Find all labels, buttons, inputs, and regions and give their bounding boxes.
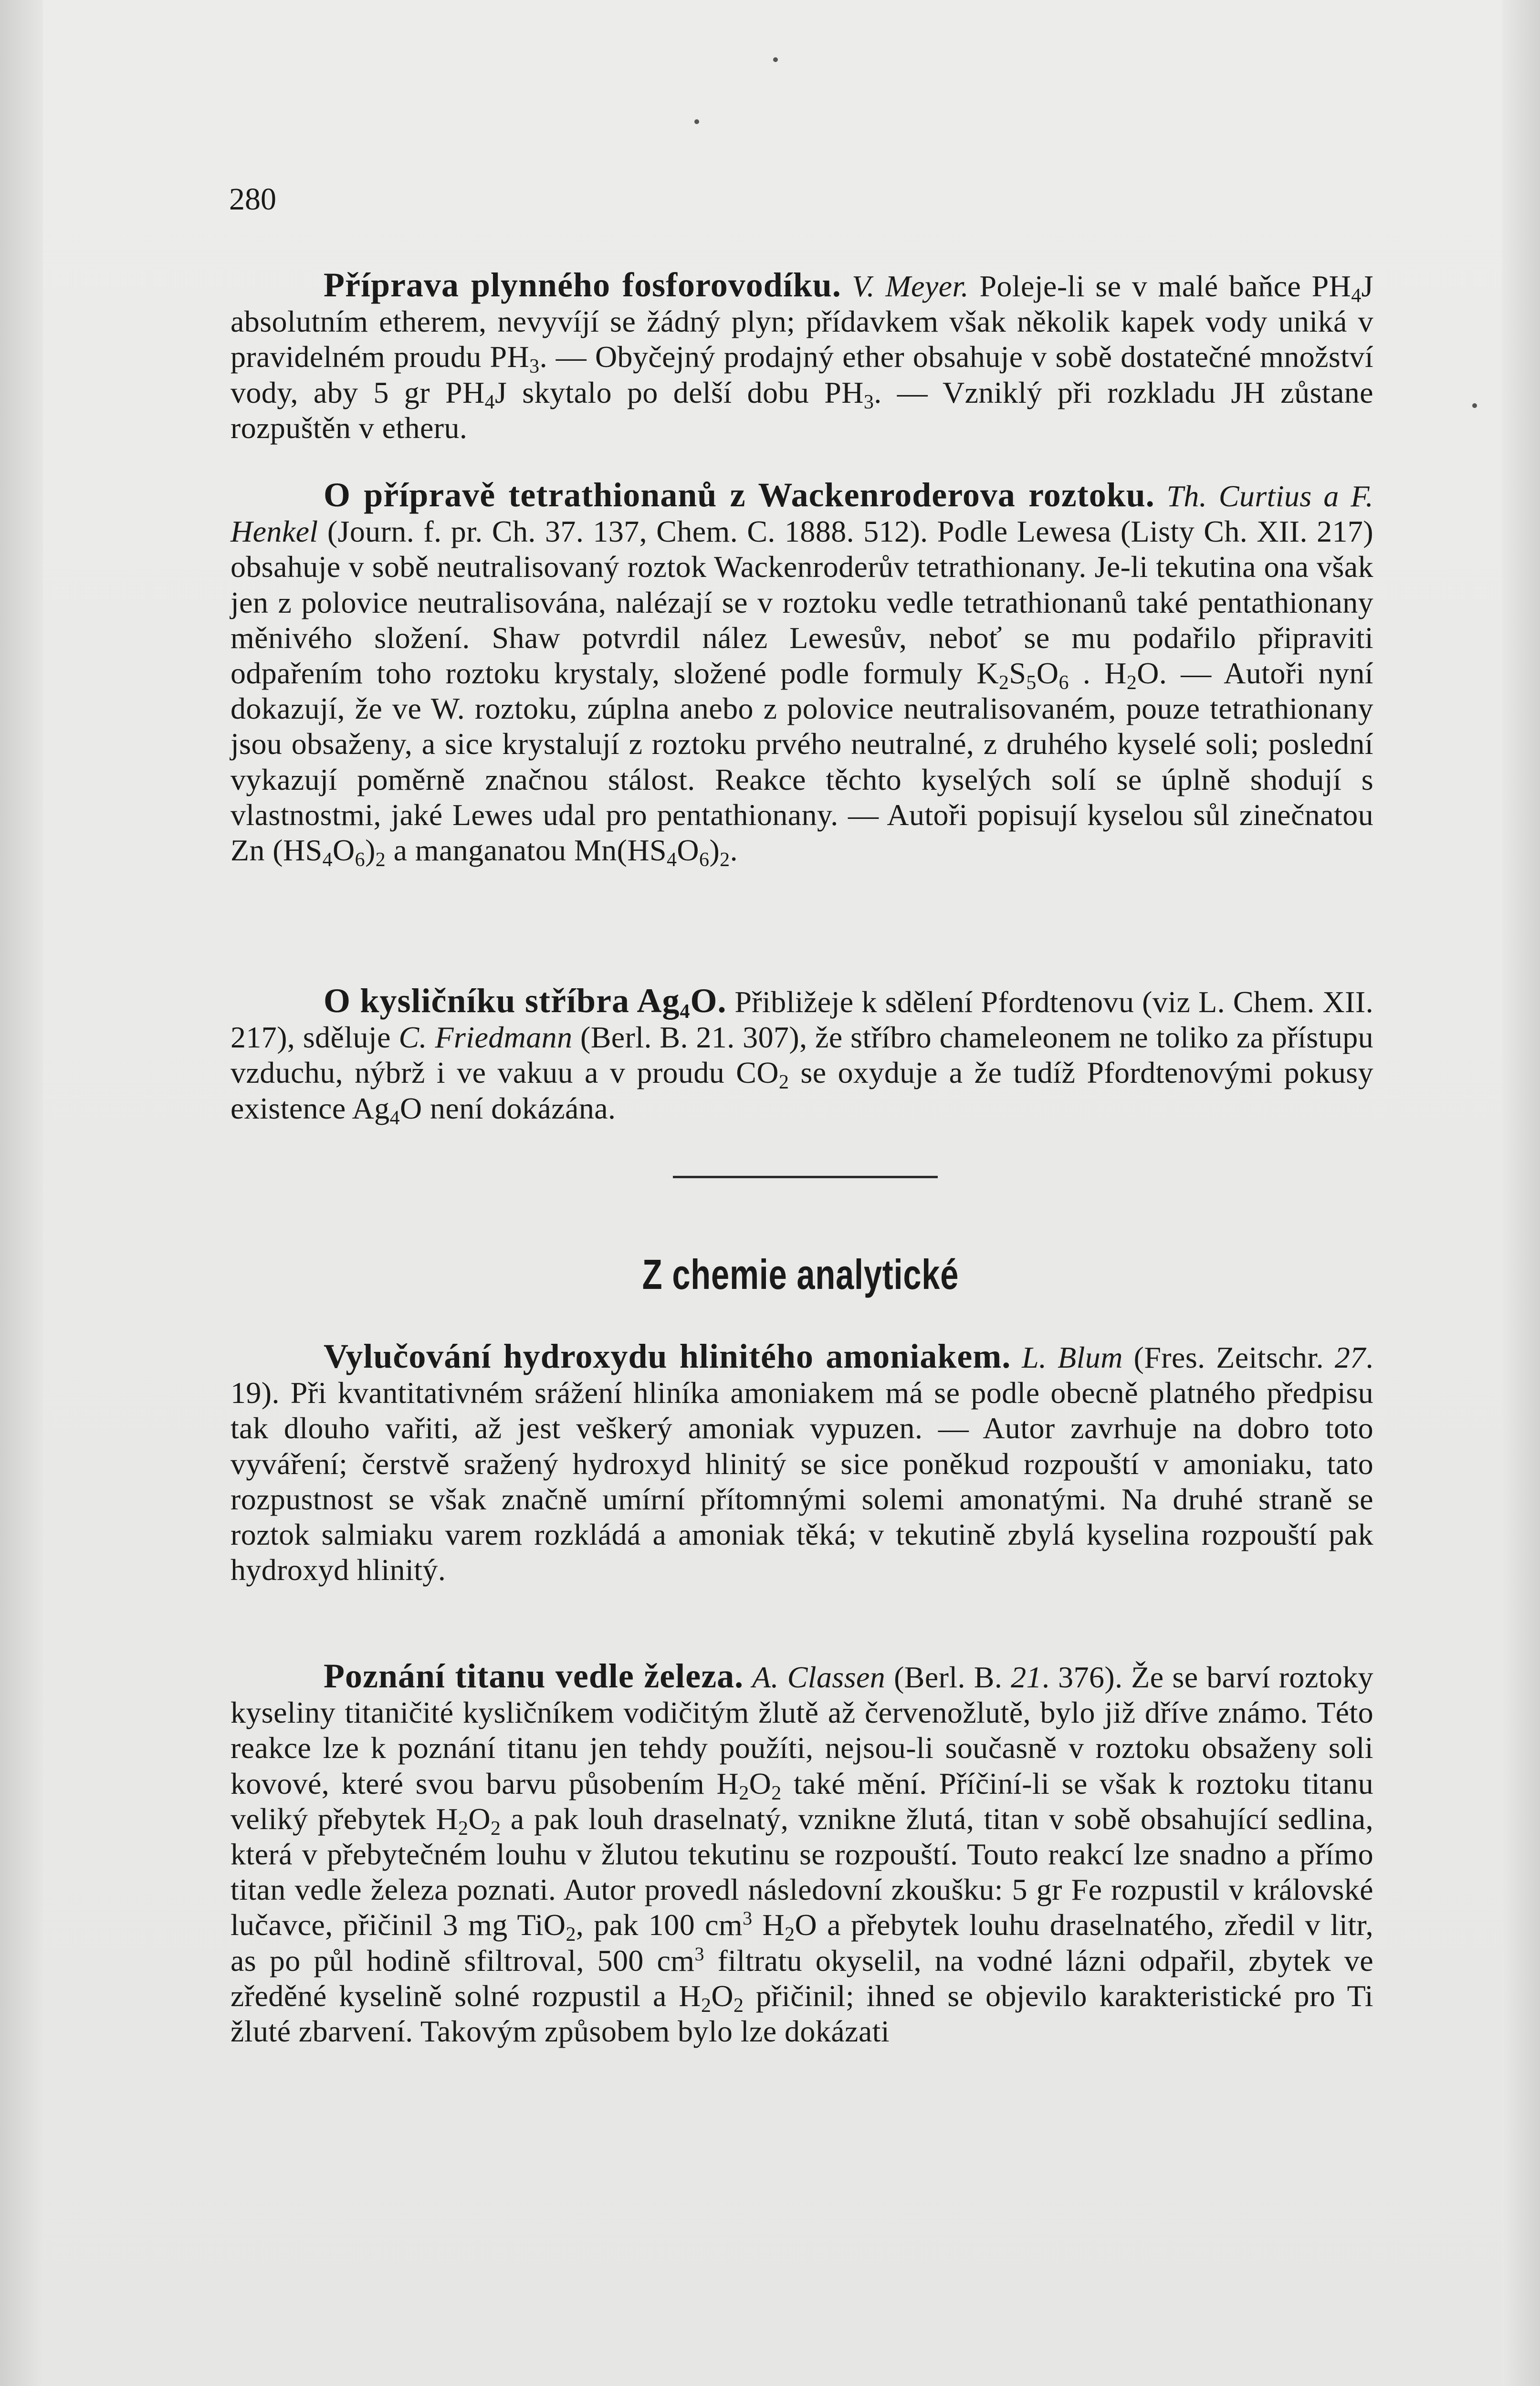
text: O <box>468 1801 491 1836</box>
text: . <box>730 833 738 868</box>
superscript: 3 <box>743 1907 753 1929</box>
article-author: L. Blum <box>1022 1340 1123 1374</box>
text: (Fres. Zeitschr. <box>1133 1340 1335 1374</box>
text: O <box>677 833 700 868</box>
text: O není dokázána. <box>400 1091 616 1125</box>
subscript: 2 <box>733 1994 744 2017</box>
article-title: Příprava plynného fosforovodíku. <box>324 266 841 304</box>
volume: 27 <box>1334 1340 1366 1374</box>
subscript: 2 <box>566 1924 576 1946</box>
text: ) <box>709 833 720 868</box>
text: . 19). Při kvantitativném srážení hliníka amoniakem má se podle obecně platného předpisu tak dlouho vařiti, až jest veškerý amoniak vypuzen. — Autor zavrhuje na dobro toto vyváření; čerstvě sražený hydroxyd hlinitý se sice poněkud rozpouští v amoniaku, tato rozpustnost se však značně umírní přítomnými solemi amonatými. Na druhé straně se roztok salmiaku varem rozkládá a amoniak těká; v tekutině zbylá kyselina rozpouští pak hydroxyd hlinitý. <box>230 1340 1373 1587</box>
subscript: 2 <box>785 1924 795 1946</box>
text: O <box>711 1978 733 2013</box>
subscript: 3 <box>863 391 874 413</box>
article-body <box>230 1339 1373 1588</box>
text: O <box>749 1766 772 1800</box>
subscript: 2 <box>490 1817 501 1840</box>
subscript: 6 <box>1058 672 1069 694</box>
subscript: 6 <box>699 849 710 871</box>
section-heading: Z chemie analytické <box>642 1251 959 1298</box>
speck <box>1472 403 1477 408</box>
text: O a přebytek louhu draselnatého, zředil v litr, as po půl hodině sfiltroval, 500 cm <box>230 1908 1373 1978</box>
subscript: 3 <box>529 356 540 378</box>
text: H <box>752 1908 785 1942</box>
subscript: 2 <box>739 1782 749 1804</box>
article-title <box>324 982 727 1023</box>
text: a manganatou Mn(HS <box>386 833 667 868</box>
subscript: 2 <box>375 849 386 871</box>
title-text: O. <box>690 982 727 1020</box>
title-text: O kysličníku stříbra Ag <box>324 982 680 1020</box>
article-author: A. Classen <box>752 1660 886 1694</box>
article-tetrathionates <box>230 476 1374 871</box>
article-titanium <box>230 1658 1373 2049</box>
cited-author: C. Friedmann <box>398 1020 573 1055</box>
article-body <box>230 267 1373 446</box>
text: . — Vzniklý při rozkladu JH zůstane rozpuštěn v etheru. <box>230 375 1373 445</box>
text: , pak 100 cm <box>576 1908 743 1942</box>
text: (Berl. B. <box>894 1660 1011 1694</box>
subscript: 4 <box>322 849 333 871</box>
subscript: 2 <box>701 1994 712 2017</box>
subscript: 4 <box>1351 285 1362 307</box>
text: . H <box>1069 656 1127 691</box>
article-silver-oxide <box>230 982 1373 1129</box>
text: S <box>1009 656 1027 691</box>
page-number: 280 <box>229 182 276 217</box>
subscript: 4 <box>680 1001 691 1023</box>
subscript: 4 <box>389 1107 400 1129</box>
text: také mění. Příčiní-li se však k roztoku titanu veliký přebytek H <box>230 1766 1373 1836</box>
subscript: 4 <box>667 849 677 871</box>
text: . — Obyčejný prodajný ether obsahuje v sobě dostatečné množství vody, aby 5 gr PH <box>230 340 1373 409</box>
text: a pak louh draselnatý, vznikne žlutá, titan v sobě obsahující sedlina, která v přebytečném louhu v žlutou tekutinu se rozpouští. Touto reakcí lze snadno a přímo titan vedle železa poznati. Autor provedl následovní zkoušku: 5 gr Fe rozpustil v královské lučavce, přičinil 3 mg TiO <box>230 1801 1373 1942</box>
volume: 21 <box>1011 1660 1042 1694</box>
text: O <box>333 833 355 868</box>
text: O <box>1036 656 1059 691</box>
subscript: 2 <box>778 1071 789 1094</box>
page-edge-right <box>1502 0 1540 2386</box>
subscript: 5 <box>1026 672 1037 694</box>
text: Poleje-li se v malé baňce PH <box>979 269 1351 303</box>
article-body <box>230 1658 1373 2049</box>
article-aluminium-hydroxide <box>230 1339 1373 1588</box>
text: (Journ. f. pr. Ch. 37. 137, Chem. C. 1888. 512). Podle Lewesa (Listy Ch. XII. 217) obsahuje v sobě neutralisovaný roztok Wackenroderův tetrathionany. Je-li tekutina ona však jen z polovice neutralisována, nalézají se v roztoku vedle tetrathionanů také pentathionany měnivého složení. Shaw potvrdil nález Lewesův, neboť se mu podařilo připraviti odpařením toho roztoku krystaly, složené podle formuly K <box>230 514 1373 691</box>
speck <box>773 57 778 62</box>
text: J skytalo po delší dobu PH <box>495 375 864 409</box>
text: přičinil; ihned se objevilo karakteristické pro Ti žluté zbarvení. Takovým způsobem bylo lze dokázati <box>230 1978 1373 2049</box>
speck <box>694 119 699 124</box>
subscript: 4 <box>484 391 495 413</box>
subscript: 2 <box>720 849 730 871</box>
text: O. — Autoři nyní dokazují, že ve W. roztoku, zúplna anebo z polovice neutralisovaném, pouze tetrathionany jsou obsaženy, a sice krystalují z roztoku prvého neutralné, z druhého kyselé soli; poslední vykazují poměrně značnou stálost. Reakce těchto kyselých solí se úplně shodují s vlastnostmi, jaké Lewes udal pro pentathionany. — Autoři popisují kyselou sůl zinečnatou Zn (HS <box>230 656 1373 868</box>
text: . 376). Že se barví roztoky kyseliny titaničité kysličníkem vodičitým žlutě až červenožlutě, bylo již dříve známo. Této reakce lze k poznání titanu jen tehdy použíti, nejsou-li současně v roztoku obsaženy soli kovové, které svou barvu působením H <box>230 1660 1374 1800</box>
article-body <box>230 982 1373 1129</box>
article-author: V. Meyer. <box>852 269 969 303</box>
subscript: 6 <box>355 849 366 871</box>
text: se oxyduje a že tudíž Pfordtenovými pokusy existence Ag <box>230 1056 1373 1125</box>
text: Přibližeje k sdělení Pfordtenovu (viz L. Chem. XII. 217), sděluje <box>230 985 1373 1055</box>
subscript: 2 <box>1126 672 1137 694</box>
article-author: Th. Curtius a F. Henkel <box>230 479 1374 549</box>
section-divider <box>673 1176 938 1178</box>
subscript: 2 <box>999 672 1009 694</box>
text: (Berl. B. 21. 307), že stříbro chameleonem ne toliko za přístupu vzduchu, nýbrž i ve vakuu a v proudu CO <box>230 1020 1373 1090</box>
article-title: Poznání titanu vedle železa. <box>324 1657 744 1695</box>
article-body <box>230 476 1374 871</box>
superscript: 3 <box>694 1943 704 1965</box>
text: J absolutním etherem, nevyvíjí se žádný plyn; přídavkem však několik kapek vody uniká v pravidelném proudu PH <box>230 269 1373 374</box>
article-title: O přípravě tetrathionanů z Wackenroderova roztoku. <box>324 476 1155 514</box>
article-title: Vylučování hydroxydu hlinitého amoniakem. <box>324 1337 1011 1375</box>
article-phosphine <box>230 267 1373 446</box>
subscript: 2 <box>771 1782 782 1804</box>
text: ) <box>365 833 376 868</box>
page-edge-left <box>0 0 43 2386</box>
subscript: 2 <box>458 1817 469 1840</box>
text: filtratu okyselil, na vodné lázni odpařil, zbytek ve zředěné kyselině solné rozpustil a H <box>230 1943 1374 2013</box>
